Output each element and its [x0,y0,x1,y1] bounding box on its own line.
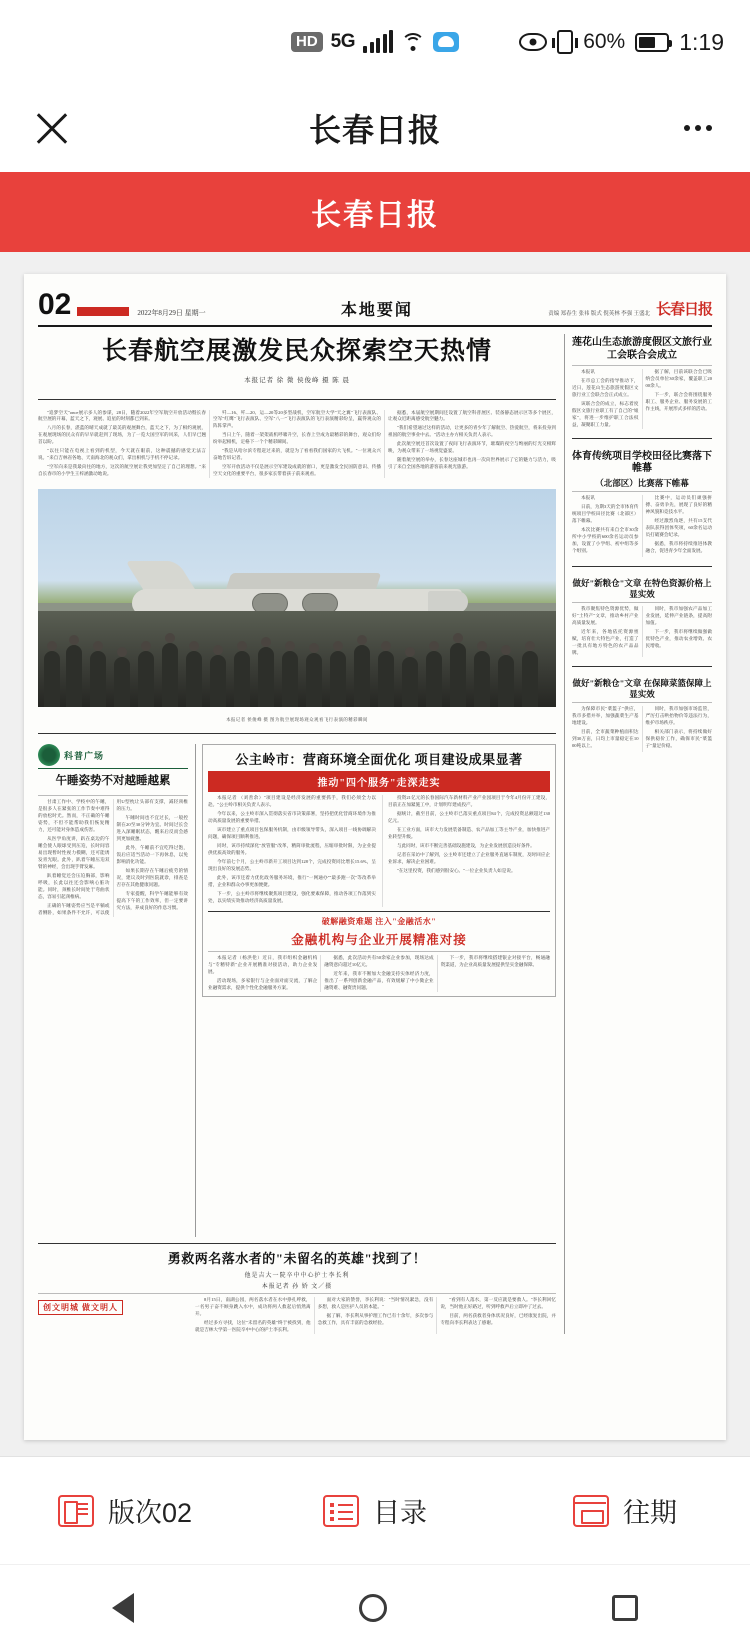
divider [572,438,712,439]
article-paragraph: 据悉，我市将持续推进体教融合，促进青少年全面发展。 [645,541,712,554]
signal-bars-icon [363,31,393,53]
edition-icon [58,1495,94,1527]
main-column [38,334,556,1334]
article-paragraph: 该市建立了重点项目包保服务机制，由市级领导带头，深入项目一线协调解决问题，确保项目顺利推进。 [208,827,376,840]
right-article-2-subhead: （北部区）比赛落下帷幕 [595,477,689,488]
article-paragraph: 在市总工会的指导推动下，近日，莲花山生态旅游度假区文旅行业工会联合会正式成立。 [572,377,639,397]
newspaper-viewport[interactable] [0,252,750,1456]
more-options-icon[interactable] [676,106,720,150]
network-type-label: 5G [330,31,356,52]
finance-body [208,955,550,992]
article-paragraph: 同时，该市持续深化"放管服"改革，精简审批流程，压缩审批时限，为企业提供优质高效的服务。 [208,843,376,856]
article-paragraph: 随着航空展的举办，长春这座城市也再一次向世界展示了它的魅力与活力，吸引了来自全国各地的游客前来观光旅游。 [388,457,556,470]
divider [208,911,550,912]
article-paragraph: 当日上午，随着一架架战机呼啸升空，长春上空成为最精彩的舞台，观众们纷纷举起相机，定格下一个个精彩瞬间。 [213,432,381,445]
article-paragraph: 本报讯 [581,495,595,501]
newspaper-logo: 长春日报 [655,302,712,318]
toolbar-item-archive-label: 往期 [623,1498,677,1528]
toolbar-item-archive[interactable] [500,1491,750,1530]
bottom-toolbar [0,1456,750,1564]
article-paragraph: 与此同时，该市不断完善基础设施建设，为企业发展创造良好条件。 [396,843,535,849]
article-paragraph: 经过多方寻找，这位"未留名的英雄"终于被找到，他就是吉林大学第一医院卒中中心的护士李长利。 [195,1320,311,1333]
article-paragraph: 为保障市民"菜篮子"供应，我市多措并举，加强蔬菜生产基地建设。 [572,706,639,726]
article-paragraph: 目前，两名获救者身体状况良好，已经康复出院，并专程向李长利表达了感谢。 [440,1313,556,1326]
gongzhuling-headline[interactable]: 公主岭市：营商环境全面优化 项目建设成果显著 [235,752,523,768]
article-paragraph: 相关部门表示，将持续做好保供稳价工作，确保市民"菜篮子"量足价稳。 [645,729,712,749]
right-article-2 [572,448,712,557]
article-paragraph: 目前，全市蔬菜种植面积达到30万亩，日均上市量稳定在1000吨以上。 [572,729,639,749]
toolbar-item-contents[interactable] [250,1491,500,1530]
article-paragraph: 此外，该市还着力优化政务服务环境，推行"一网通办""最多跑一次"等改革举措，企业和群众办事更加便捷。 [208,875,376,888]
article-paragraph: 同时，我市加强市场监管，严厉打击哄抬物价等违法行为，维护市场秩序。 [645,706,712,726]
article-paragraph: 据统计，截至目前，公主岭市已落实重点项目84个，完成投资总额超过130亿元。 [387,811,550,824]
science-square-header [38,744,188,769]
publication-banner: 长春日报 [0,172,750,252]
hd-badge-icon: HD [291,32,323,53]
divider [38,1293,556,1294]
right-article-2-headline[interactable]: 体育传统项目学校田径比赛落下帷幕 [572,450,712,475]
divider [572,602,712,603]
article-paragraph: 此外，午睡前不宜吃得过饱，饭后应适当活动一下再休息，以免影响消化功能。 [116,844,188,864]
divider [572,666,712,667]
article-paragraph: 活动现场，多家银行与企业面对面交流，了解企业融资需求，提供个性化金融服务方案。 [208,977,318,990]
article-paragraph: 本次比赛共有来自全市30余所中小学校的600余名运动员参加，设置了小学组、初中组等多个组别。 [572,527,639,554]
article-paragraph: 投资21亿元的长春国际汽车新材料产业产业园项目于今年4月份开工建设，目前正在加紧施工中，计划明年建成投产。 [387,795,550,808]
article-paragraph: 据悉，此次活动共有50余家企业参加，现场达成融资意向超过10亿元。 [324,955,434,967]
right-article-2-body [572,495,712,557]
right-article-1-body [572,369,712,429]
hero-rescue-article [38,1243,556,1334]
article-paragraph: 我市聚焦特色资源优势，做好"土特产"文章，推动乡村产业高质量发展。 [572,606,639,626]
article-paragraph: 记者在采访中了解到，公主岭市还建立了企业服务直通车制度，及时回应企业诉求，解决企业困难。 [387,852,550,865]
finance-kicker: 破解融资难题 注入"金融活水" [321,917,437,927]
lead-article-byline: 本报记者 徐 微 侯俊峰 摄 陈 晨 [244,376,350,384]
hero-rescue-body [195,1297,556,1334]
divider [208,951,550,952]
home-icon[interactable] [359,1594,387,1622]
article-paragraph: 歼—16、歼—20、运—20等20多型战机，空军航空大学"天之翼"飞行表演队、空军"红鹰"飞行表演队、空军"八一"飞行表演队的飞行表演精彩纷呈，赢得观众的阵阵掌声。 [213,409,381,429]
masthead-rule [77,307,129,316]
gongzhuling-body-right [382,795,550,907]
article-paragraph: 今年以来，公主岭市深入贯彻落实省市决策部署，坚持把优化营商环境作为推动高质量发展的重要举措。 [208,811,376,824]
article-paragraph: 下一步，联合会将围绕服务职工、服务企业、服务发展的工作主线，开展形式多样的活动。 [645,391,712,411]
hero-rescue-subhead: 他是吉大一院卒中中心护士李长利 [244,1273,350,1280]
toolbar-item-contents-label: 目录 [373,1498,427,1528]
back-icon[interactable] [112,1593,134,1623]
hero-rescue-headline[interactable]: 勇救两名落水者的"未留名的英雄"找到了！ [167,1250,427,1266]
lead-article-photo[interactable] [38,489,556,707]
article-paragraph: 近年来，我市不断加大金融支持实体经济力度，推出了一系列创新金融产品，有效缓解了中小微企业融资难、融资贵问题。 [324,970,434,990]
right-article-3 [572,576,712,657]
status-bar [0,0,750,84]
archive-icon [573,1495,609,1527]
article-paragraph: 从医学角度讲，趴在桌边的午睡会使人眼球受到压迫，长时间容易出现暂时性视力模糊，还可能诱发青光眼。此外，趴着午睡压迫双臂的神经，会出现手臂发麻。 [38,835,110,869]
divider [38,795,188,796]
article-paragraph: 在工业方面，该市大力发展装备制造、农产品加工等主导产业，加快推进产业转型升级。 [387,827,550,840]
article-paragraph: 午睡时间也不宜过长，一般控制在20至30分钟为宜。时间过长会进入深睡眠状态，醒来后反而会感到更加疲惫。 [116,814,188,841]
list-icon [323,1495,359,1527]
science-square-logo-icon [38,744,60,766]
clock-label: 1:19 [679,28,724,55]
photo-caption: 本报记者 侯俊峰 摄 图为航空展现场观众观看飞行表演的精彩瞬间 [226,717,368,723]
divider [38,399,556,400]
article-paragraph: 今年前七个月，公主岭市新开工项目达到128个，完成投资同比增长15.6%，呈现出良好的发展态势。 [208,859,376,872]
article-paragraph: 比赛中，运动员们顽强拼搏、奋勇争先，展现了良好的精神风貌和竞技水平。 [645,495,712,515]
article-paragraph: 趴着睡觉还会压迫胸部，影响呼吸，长此以往还会影响心脏功能。同时，颈椎长时间处于弯曲状态，容易引起颈椎病。 [38,872,110,899]
article-paragraph: 据了解，李长利从事护理工作已有十余年，多次参与急救工作，具有丰富的急救经验。 [317,1313,434,1326]
article-paragraph: 经过激烈角逐，共有15支代表队获得团体奖项，60余名运动员打破赛会纪录。 [645,518,712,538]
lead-article-body [38,410,556,479]
page-columns [38,334,712,1334]
science-square-block [38,744,188,1237]
article-paragraph: 本报讯 [581,369,595,374]
lead-article-headline[interactable]: 长春航空展激发民众探索空天热情 [101,338,492,365]
article-paragraph: "我是从哈尔滨专程赶过来的，就是为了看看我们国家的大飞机。"一位观众兴奋地告诉记者。 [213,448,381,461]
battery-icon [635,33,669,52]
hero-rescue-badge-area [38,1297,188,1334]
cloud-icon [433,32,459,52]
article-paragraph: "我们希望通过这样的活动，让更多的青少年了解航空、热爱航空，将来投身到祖国的航空事业中去。"活动主办方相关负责人表示。 [388,425,556,438]
toolbar-item-edition-label: 版次02 [107,1498,193,1528]
article-paragraph: 此次航空展还首次设置了夜间飞行表演环节，璀璨的夜空与绚丽的灯光交相辉映，为观众带来了一场视觉盛宴。 [388,441,556,454]
gongzhuling-block [195,744,556,1237]
article-paragraph: 空军开放活动不仅是展示空军建设成就的窗口，更是激发全民国防意识、传播空天文化的重要平台，很多家长带着孩子前来观看。 [213,464,381,477]
newspaper-page[interactable] [24,274,726,1440]
crowd-silhouette [38,611,556,707]
article-paragraph: 同时，我市加强农产品加工业发展，延伸产业链条，提高附加值。 [645,606,712,626]
article-paragraph: 据悉，本届航空展期间还设置了航空科普展区、装备静态展示区等多个展区，让观众近距离感受航空魅力。 [388,409,556,422]
article-paragraph: 甘肃工作中、学校中的午睡，是很多人在紧张的工作节奏中难得的放松时光。然而，不正确的午睡姿势，不但不能帮助我们恢复精力，还可能对身体造成伤害。 [38,799,110,832]
article-paragraph: 本报记者 （刘善余）"项目建设是经济发展的重要抓手，我们必须全力以赴。"公主岭市相关负责人表示。 [208,795,376,808]
divider [572,702,712,703]
article-paragraph: 日前，为期3天的全市体育传统项目学校田径比赛（北部区）落下帷幕。 [572,504,639,524]
right-article-3-headline[interactable]: 做好"新粮仓"文章 在特色资源价格上显实效 [572,578,712,599]
civility-badge: 创文明城 做文明人 [38,1300,123,1315]
article-paragraph: "看到有人落水，第一反应就是要救人。"李长利回忆说，当时他正好路过，听到呼救声后立即冲了过去。 [440,1297,556,1310]
newspaper-masthead [38,290,712,327]
article-paragraph: 该联合会的成立，标志着度假区文旅行业职工有了自己的"娘家"，将进一步维护职工合法权益，凝聚职工力量。 [572,400,639,427]
gongzhuling-body-left [208,795,376,907]
right-article-1 [572,334,712,429]
right-article-1-headline[interactable]: 莲花山生态旅游度假区文旅行业工会联合会成立 [572,337,712,361]
article-paragraph: 面对大家的赞誉，李长利说："当时情况紧急，没有多想，救人是医护人员的本能。" [317,1297,434,1310]
right-article-3-body [572,606,712,657]
article-paragraph: 八月的长春，湛蓝的晴天成就了最美的观展舞台，蓝天之下，为了相约观展，在观展现场的民众有的早早就赶到了现场，为了一览大国空军的风采，人们早已翘首以盼。 [38,425,206,445]
article-paragraph: 近年来，各地依托资源禀赋，培育壮大特色产业，打造了一批具有地方特色的农产品品牌。 [572,629,639,656]
app-header [0,84,750,172]
finance-headline[interactable]: 金融机构与企业开展精准对接 [291,933,467,948]
gongzhuling-subbanner: 推动"四个服务"走深走实 [208,771,550,792]
science-article-body [38,799,188,917]
article-paragraph: 据了解，目前该联合会已吸纳会员单位30余家，覆盖职工2000余人。 [645,369,712,388]
wifi-icon [401,32,425,52]
article-paragraph: "以往只能在电视上看到的机型，今天就在眼前，这种震撼的感觉无法言说。"来自吉林省各地、天南海北的观众们，拿出相机与手机不停记录。 [38,448,206,461]
section-title-label: 本地要闻 [340,302,413,319]
article-paragraph: 正确的午睡姿势应当是平躺或者侧卧，如果条件不允许，可以使用U型枕让头部有支撑，减轻颈椎的压力。 [38,799,188,915]
divider [572,491,712,492]
right-article-4-body [572,706,712,752]
science-article-headline[interactable]: 午睡姿势不对越睡越累 [55,775,171,788]
article-paragraph: "追梦空天"once展示多人的参谋，28日，随着2022年空军航空开放活动暨长春航空展的开幕，蓝天之下，观展、追星的时刻都已到来。 [38,409,206,422]
science-square-title: 科普广场 [64,750,105,761]
recent-apps-icon[interactable] [612,1595,638,1621]
right-column [564,334,712,1334]
article-paragraph: 如果长期存在午睡后疲劳的情况，建议及时到医院就诊，排查是否存在其他健康问题。 [116,867,188,887]
hero-rescue-byline: 本报记者 孙 娇 文／摄 [261,1284,333,1291]
article-paragraph: 本报记者（杨洪伦）近日，我市组织金融机构与"专精特新"企业开展精准对接活动，助力企业发展。 [208,955,318,974]
system-navigation-bar [0,1564,750,1650]
divider [38,733,556,734]
battery-percent-label: 60% [583,30,626,53]
page-title: 长春日报 [308,112,441,148]
article-paragraph: 8月15日，南湖公园，两名落水者在水中挣扎呼救，一名男子奋不顾身跳入水中，成功将两人救起后悄然离开。 [195,1297,311,1317]
vibrate-icon [557,30,573,54]
article-paragraph: 下一步，我市将继续做强做优特色产业，推动农业增效、农民增收。 [645,629,712,649]
status-bar-right [459,29,724,56]
right-article-4-headline[interactable]: 做好"新粮仓"文章 在保障菜篮保障上显实效 [572,678,712,699]
publication-date-label: 2022年8月29日 星期一 [137,309,206,317]
article-paragraph: 下一步，公主岭市将继续聚焦项目建设，强化要素保障，推动各项工作落到实处，以实绩实效推动经济高质量发展。 [208,891,376,904]
close-icon[interactable] [30,106,74,150]
divider [572,566,712,567]
right-article-4 [572,676,712,1334]
article-paragraph: 下一步，我市将继续搭建银企对接平台，畅通融资渠道，为企业高质量发展提供坚实金融保障。 [440,955,550,967]
gongzhuling-article [202,744,556,997]
eye-comfort-icon [519,33,547,51]
page-number-label: 02 [38,288,72,321]
divider [572,365,712,366]
article-paragraph: "空军向来是我最向往的地方，这次的航空展让我更加坚定了自己的理想。"来自长春市的小学生王梓涵激动地说。 [38,464,206,477]
article-paragraph: "在这里投资，我们感到很安心。"一位企业负责人如是说。 [396,868,516,874]
editor-credits-label: 责编 郑春生 张祎 版式 倪英林 李强 王盛北 [548,310,650,317]
status-bar-center [291,31,459,53]
toolbar-item-edition[interactable] [0,1491,250,1530]
article-paragraph: 专家提醒，科学午睡能够有效提高下午的工作效率，但一定要讲究方法，养成良好的作息习惯。 [116,890,188,910]
